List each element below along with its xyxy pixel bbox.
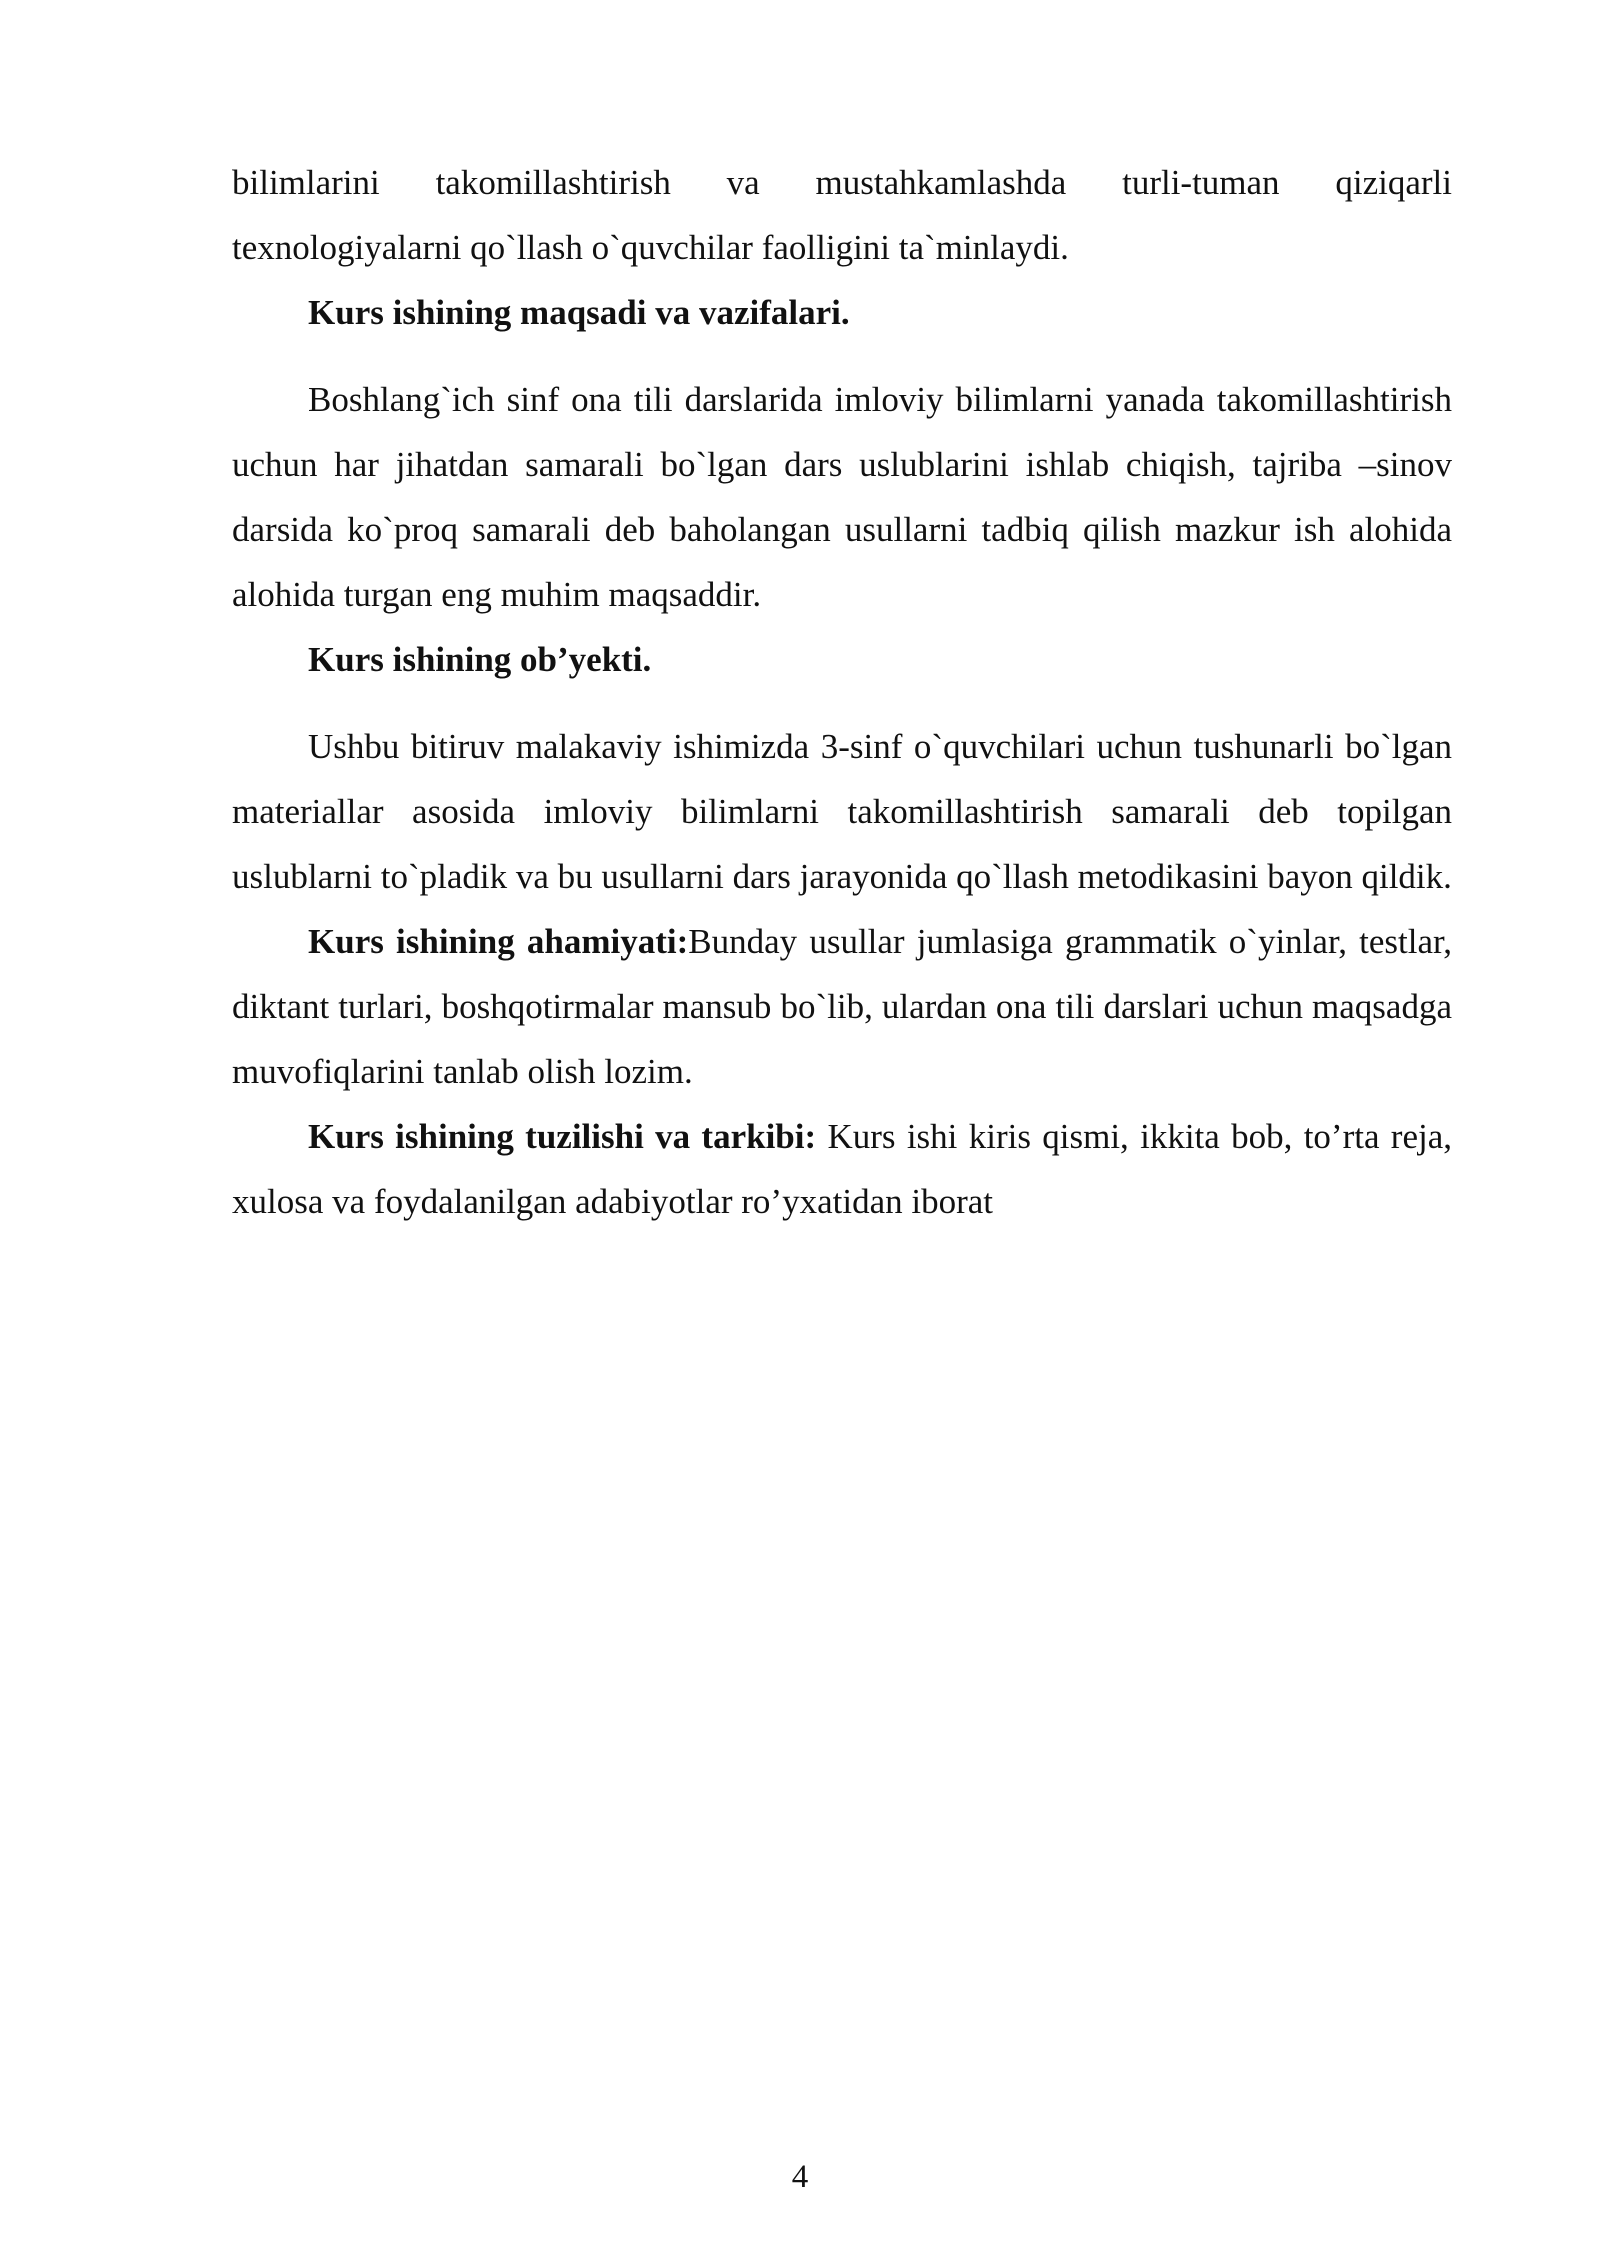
heading-goals: Kurs ishining maqsadi va vazifalari. (308, 293, 850, 332)
paragraph-goals: Boshlang`ich sinf ona tili darslarida imloviy bilimlarni yanada takomillashtirish uchun har jihatdan samarali bo`lgan dars uslublarini ishlab chiqish, tajriba –sinov darsida ko`proq samarali deb baholangan usullarni tadbiq qilish mazkur ish alohida alohida turgan eng muhim maqsaddir. (232, 380, 1452, 614)
importance-text: Bunday usullar jumlasiga grammatik o`yinlar, testlar, diktant turlari, boshqotirmalar mansub bo`lib, ulardan ona tili darslari uchun maqsadga muvofiqlarini tanlab olish lozim. (232, 922, 1452, 1091)
paragraph-continuation: bilimlarini takomillashtirish va mustahkamlashda turli-tuman qiziqarli texnologiyalarni qo`llash o`quvchilar faolligini ta`minlaydi. (232, 163, 1452, 267)
paragraph-object: Ushbu bitiruv malakaviy ishimizda 3-sinf o`quvchilari uchun tushunarli bo`lgan materiallar asosida imloviy bilimlarni takomillashtirish samarali deb topilgan uslublarni to`pladik va bu usullarni dars jarayonida qo`llash metodikasini bayon qildik. (232, 727, 1452, 896)
importance-label: Kurs ishining ahamiyati: (308, 922, 689, 961)
structure-label: Kurs ishining tuzilishi va tarkibi: (308, 1117, 817, 1156)
paragraph-structure (232, 1104, 1452, 1234)
structure-text: Kurs ishi kiris qismi, ikkita bob, to’rta reja, xulosa va foydalanilgan adabiyotlar ro’yxatidan iborat (232, 1117, 1452, 1221)
paragraph-importance (232, 909, 1452, 1104)
heading-object: Kurs ishining ob’yekti. (308, 640, 652, 679)
document-page (232, 150, 1452, 1234)
page-number: 4 (791, 2159, 809, 2195)
